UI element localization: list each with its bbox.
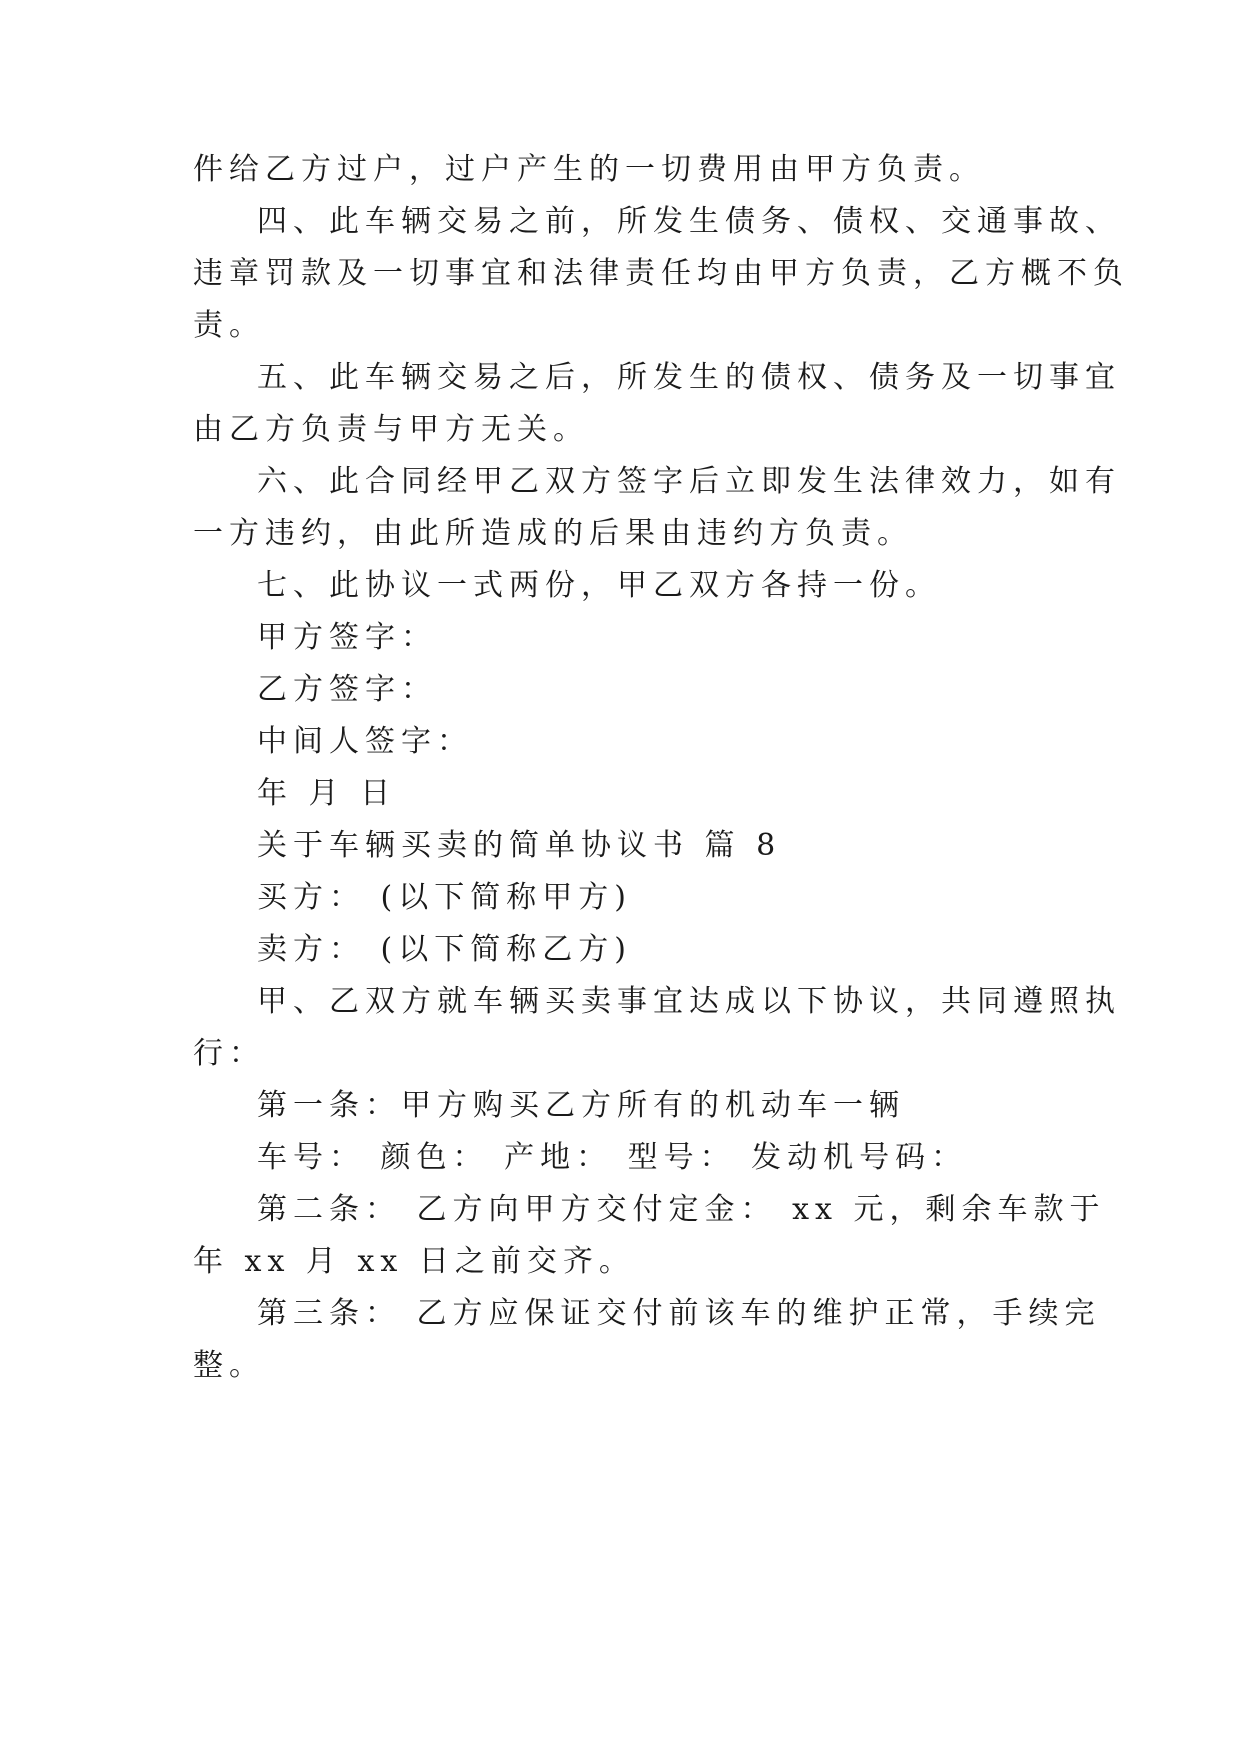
text-line: 年 月 日 xyxy=(257,776,397,811)
text-line: 由乙方负责与甲方无关。 xyxy=(193,412,589,447)
text-line: 件给乙方过户，过户产生的一切费用由甲方负责。 xyxy=(193,152,985,187)
text-line: 年 xx 月 xx 日之前交齐。 xyxy=(193,1244,635,1279)
text-line: 第一条：甲方购买乙方所有的机动车一辆 xyxy=(257,1088,905,1123)
text-line: 第二条： 乙方向甲方交付定金： xx 元，剩余车款于 xyxy=(257,1192,1106,1227)
text-line: 甲方签字： xyxy=(257,620,437,655)
text-line: 甲、乙双方就车辆买卖事宜达成以下协议，共同遵照执 xyxy=(257,984,1121,1019)
text-line: 行： xyxy=(193,1036,265,1071)
text-line: 第三条： 乙方应保证交付前该车的维护正常，手续完 xyxy=(257,1296,1101,1331)
text-line: 卖方： (以下简称乙方) xyxy=(257,932,632,967)
text-line: 一方违约，由此所造成的后果由违约方负责。 xyxy=(193,516,913,551)
text-line: 违章罚款及一切事宜和法律责任均由甲方负责，乙方概不负 xyxy=(193,256,1129,291)
text-line: 中间人签字： xyxy=(257,724,473,759)
text-line: 四、此车辆交易之前，所发生债务、债权、交通事故、 xyxy=(257,204,1121,239)
text-line: 责。 xyxy=(193,308,265,343)
text-line: 六、此合同经甲乙双方签字后立即发生法律效力，如有 xyxy=(257,464,1121,499)
text-line: 买方： (以下简称甲方) xyxy=(257,880,632,915)
text-line: 整。 xyxy=(193,1348,265,1383)
text-line: 七、此协议一式两份，甲乙双方各持一份。 xyxy=(257,568,941,603)
text-line: 乙方签字： xyxy=(257,672,437,707)
section-heading: 关于车辆买卖的简单协议书 篇 8 xyxy=(257,828,782,863)
text-line: 五、此车辆交易之后，所发生的债权、债务及一切事宜 xyxy=(257,360,1121,395)
text-line: 车号： 颜色： 产地： 型号： 发动机号码： xyxy=(257,1140,968,1175)
